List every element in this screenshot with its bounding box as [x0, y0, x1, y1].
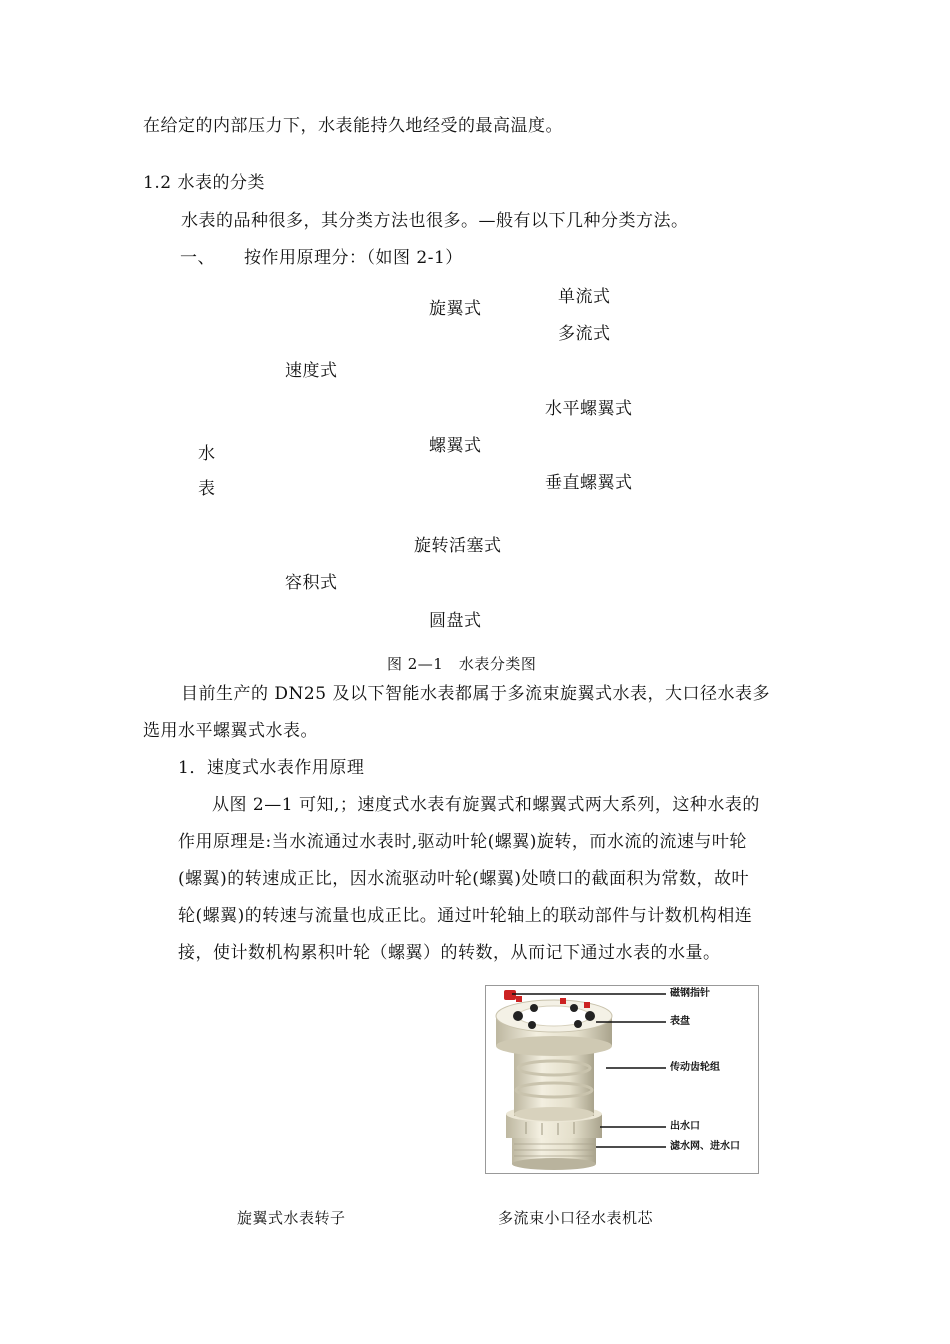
tree-single-flow: 单流式	[558, 287, 611, 307]
tree-root-1: 水	[198, 444, 216, 464]
tree-helix: 螺翼式	[429, 436, 482, 456]
figure-2-1-caption: 图 2—1 水表分类图	[387, 655, 537, 673]
text-line-1: 在给定的内部压力下，水表能持久地经受的最高温度。	[143, 116, 563, 136]
paragraph-2-line-4: 轮(螺翼)的转速与流量也成正比。通过叶轮轴上的联动部件与计数机构相连	[178, 906, 753, 926]
paragraph-1-line-2: 选用水平螺翼式水表。	[143, 721, 318, 741]
paragraph-2-line-3: (螺翼)的转速成正比，因水流驱动叶轮(螺翼)处喷口的截面积为常数，故叶	[178, 869, 750, 889]
tree-rotary-piston: 旋转活塞式	[414, 536, 502, 556]
paragraph-1-line-1: 目前生产的 DN25 及以下智能水表都属于多流束旋翼式水表，大口径水表多	[181, 684, 770, 704]
item-one-number: 一、	[180, 248, 215, 268]
label-gear-set: 传动齿轮组	[670, 1062, 720, 1073]
gear-base	[514, 1107, 594, 1121]
strainer-bottom	[512, 1158, 596, 1170]
tree-vertical-helix: 垂直螺翼式	[545, 473, 633, 493]
dial-housing-bottom	[496, 1036, 612, 1056]
tree-horizontal-helix: 水平螺翼式	[545, 399, 633, 419]
label-dial: 表盘	[670, 1016, 690, 1027]
paragraph-2-line-1: 从图 2—1 可知,；速度式水表有旋翼式和螺翼式两大系列，这种水表的	[212, 795, 760, 815]
tree-volumetric: 容积式	[285, 573, 338, 593]
intro-paragraph: 水表的品种很多，其分类方法也很多。—般有以下几种分类方法。	[181, 211, 689, 231]
subheading-1: 1．速度式水表作用原理	[178, 758, 365, 778]
paragraph-2-line-5: 接，使计数机构累积叶轮（螺翼）的转数，从而记下通过水表的水量。	[178, 943, 721, 963]
tree-velocity: 速度式	[285, 361, 338, 381]
caption-multi-jet-mechanism: 多流束小口径水表机芯	[498, 1209, 654, 1227]
caption-rotary-vane-rotor: 旋翼式水表转子	[237, 1209, 346, 1227]
tree-rotary-vane: 旋翼式	[429, 299, 482, 319]
tree-multi-flow: 多流式	[558, 324, 611, 344]
section-heading-1-2: 1.2 水表的分类	[143, 173, 265, 193]
item-one-text: 按作用原理分：（如图 2-1）	[244, 248, 463, 268]
label-outlet: 出水口	[670, 1121, 700, 1132]
label-magnet-pointer: 磁钢指针	[670, 988, 710, 999]
paragraph-2-line-2: 作用原理是:当水流通过水表时,驱动叶轮(螺翼)旋转，而水流的流速与叶轮	[178, 832, 747, 852]
tree-root-2: 表	[198, 479, 216, 499]
label-strainer-inlet: 滤水网、进水口	[670, 1141, 740, 1152]
tree-disc: 圆盘式	[429, 611, 482, 631]
meter-mechanism-photo	[485, 985, 759, 1174]
